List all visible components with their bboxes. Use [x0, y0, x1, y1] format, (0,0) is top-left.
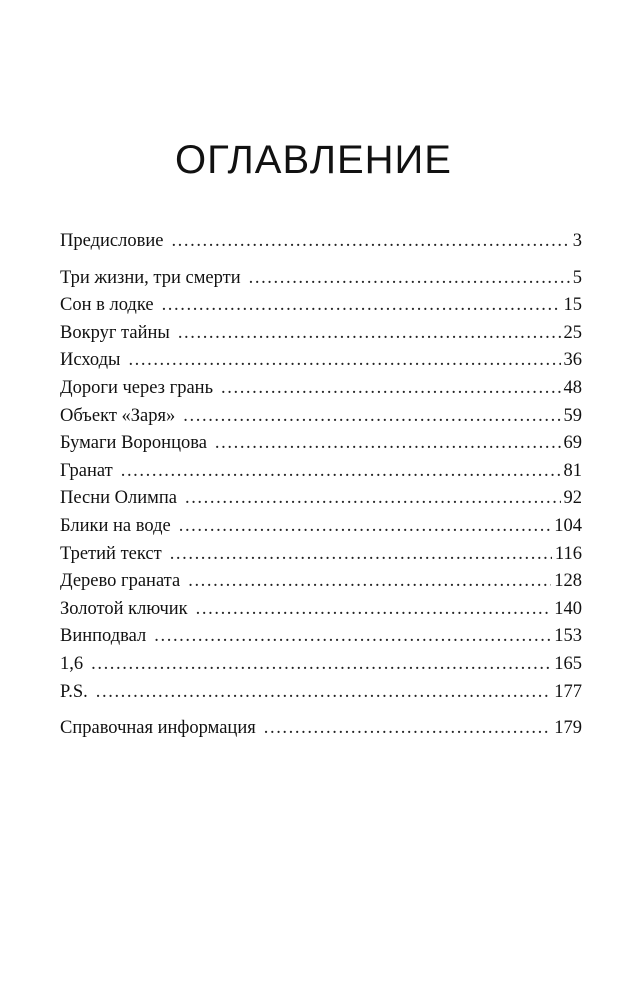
toc-entry — [60, 347, 582, 375]
dot-leader — [154, 623, 551, 651]
toc-entry-title: Предисловие — [60, 231, 164, 251]
toc-entry-title: Винподвал — [60, 626, 147, 647]
toc-entry-title: Дерево граната — [60, 571, 181, 592]
dot-leader — [91, 651, 551, 679]
toc-entry-page: 153 — [554, 626, 582, 647]
toc-entry-title: Гранат — [60, 460, 113, 481]
toc-entry — [60, 228, 582, 256]
toc-entry-page: 165 — [554, 653, 582, 674]
toc-entry-page: 179 — [554, 718, 582, 739]
toc-entry-title: Бумаги Воронцова — [60, 433, 207, 454]
toc-entry — [60, 265, 582, 293]
dot-leader — [162, 292, 561, 320]
toc-entry-title: Сон в лодке — [60, 295, 154, 316]
toc-entry-title: Золотой ключик — [60, 598, 188, 619]
table-of-contents — [60, 228, 582, 743]
toc-entry-page: 104 — [554, 515, 582, 536]
dot-leader — [121, 458, 561, 486]
toc-entry-title: Вокруг тайны — [60, 322, 170, 343]
toc-entry-title: Третий текст — [60, 543, 162, 564]
toc-entry-page: 59 — [563, 405, 582, 426]
toc-entry — [60, 623, 582, 651]
dot-leader — [215, 430, 561, 458]
toc-entry — [60, 715, 582, 743]
toc-entry — [60, 292, 582, 320]
toc-entry — [60, 403, 582, 431]
toc-entry-page: 140 — [554, 598, 582, 619]
dot-leader — [188, 568, 551, 596]
toc-entry-page: 128 — [554, 571, 582, 592]
toc-entry-page: 3 — [572, 231, 582, 251]
dot-leader — [96, 679, 551, 707]
toc-entry-page: 15 — [563, 295, 582, 316]
dot-leader — [179, 513, 552, 541]
dot-leader — [183, 403, 560, 431]
toc-entry — [60, 320, 582, 348]
dot-leader — [128, 347, 560, 375]
toc-entry — [60, 513, 582, 541]
toc-entry-title: Объект «Заря» — [60, 405, 176, 426]
toc-entry-page: 81 — [563, 460, 582, 481]
toc-entry-page: 5 — [572, 267, 582, 288]
dot-leader — [196, 596, 552, 624]
toc-entry-page: 48 — [563, 377, 582, 398]
toc-entry — [60, 541, 582, 569]
toc-entry-page: 25 — [563, 322, 582, 343]
dot-leader — [221, 375, 560, 403]
toc-entry-page: 116 — [554, 543, 582, 564]
page-title: ОГЛАВЛЕНИЕ — [175, 138, 452, 182]
dot-leader — [170, 541, 552, 569]
toc-entry-title: Три жизни, три смерти — [60, 267, 241, 288]
toc-entry — [60, 679, 582, 707]
dot-leader — [185, 485, 561, 513]
dot-leader — [249, 265, 570, 293]
dot-leader — [264, 715, 552, 743]
toc-entry — [60, 596, 582, 624]
toc-entry-title: P.S. — [60, 681, 88, 702]
dot-leader — [178, 320, 561, 348]
toc-entry — [60, 568, 582, 596]
toc-entry — [60, 458, 582, 486]
toc-entry — [60, 485, 582, 513]
toc-entry — [60, 375, 582, 403]
toc-entry-title: Справочная информация — [60, 718, 256, 739]
toc-entry-title: Песни Олимпа — [60, 488, 177, 509]
toc-entry-page: 69 — [563, 433, 582, 454]
toc-entry-page: 177 — [554, 681, 582, 702]
toc-entry-title: Дороги через грань — [60, 377, 214, 398]
toc-entry-page: 36 — [563, 350, 582, 371]
toc-entry-page: 92 — [563, 488, 582, 509]
toc-entry-title: Исходы — [60, 350, 121, 371]
dot-leader — [171, 228, 569, 256]
toc-entry — [60, 430, 582, 458]
toc-entry — [60, 651, 582, 679]
toc-entry-title: 1,6 — [60, 653, 84, 674]
toc-entry-title: Блики на воде — [60, 515, 171, 536]
